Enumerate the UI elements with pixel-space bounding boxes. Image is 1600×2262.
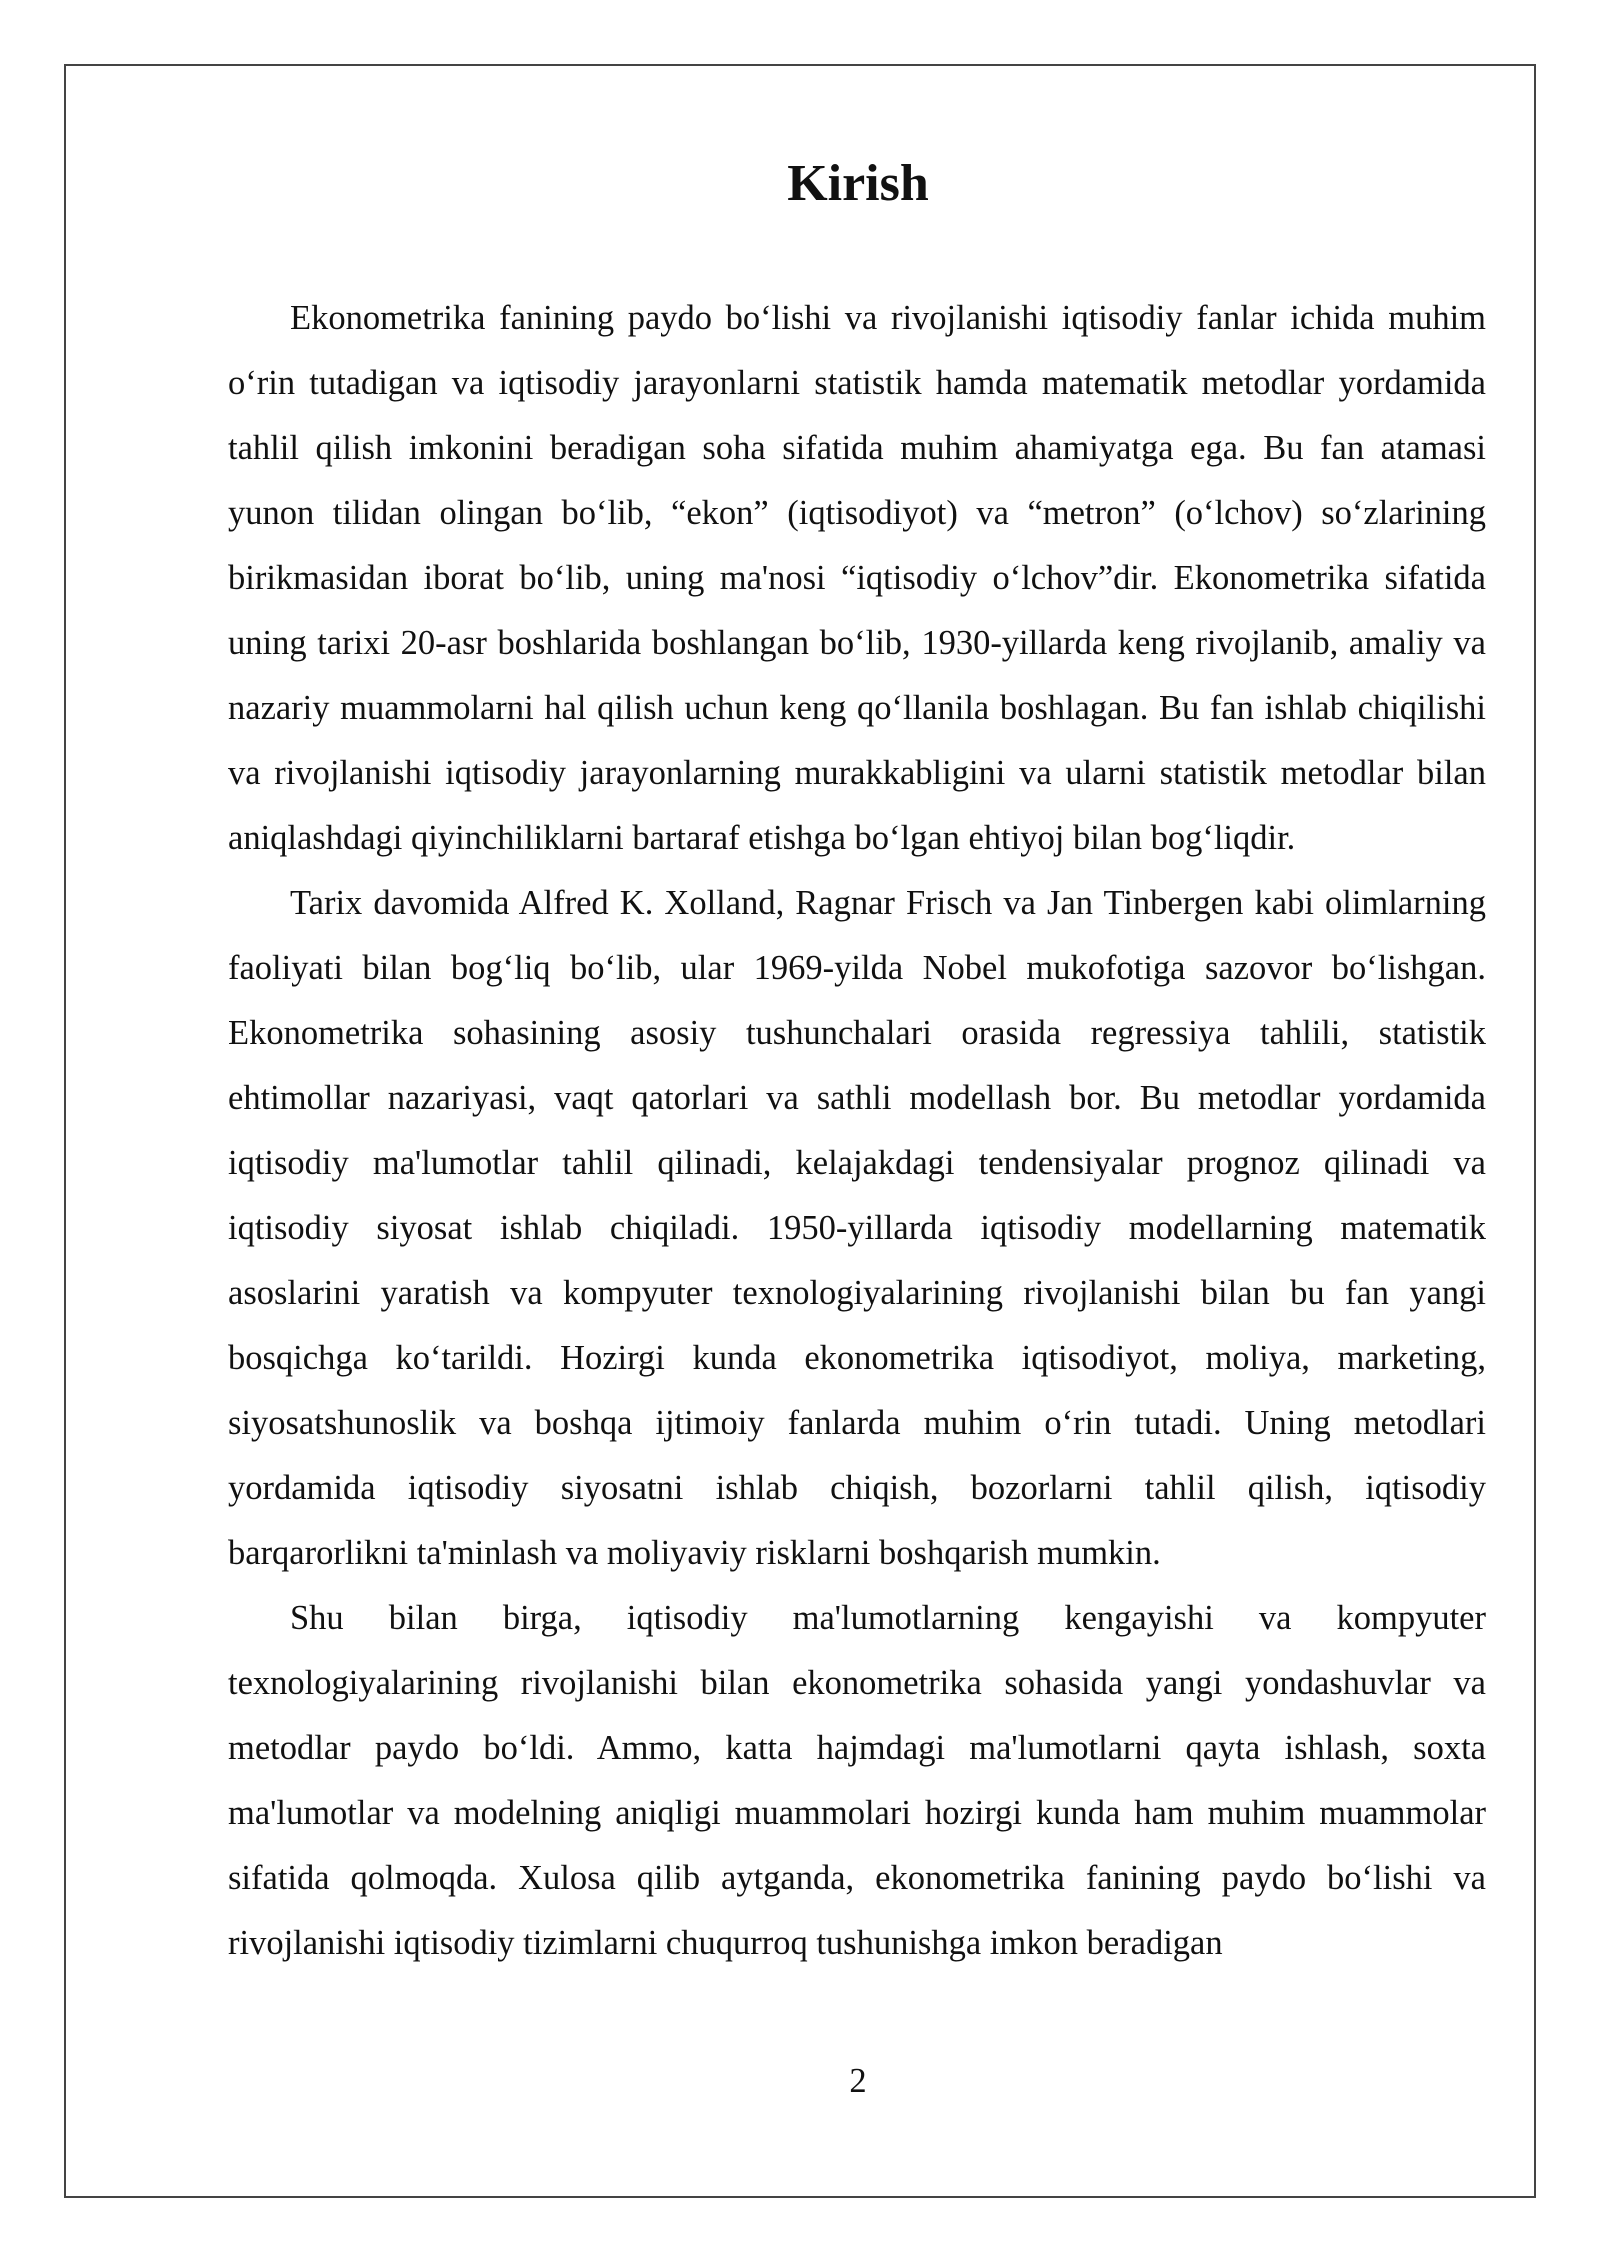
paragraph-2: Tarix davomida Alfred K. Xolland, Ragnar Frisch va Jan Tinbergen kabi olimlarning faoliyati bilan bogʻliq boʻlib, ular 1969-yilda Nobel mukofotiga sazovor boʻlishgan. Ekonometrika sohasining asosiy tushunchalari orasida regressiya tahlili, statistik ehtimollar nazariyasi, vaqt qatorlari va sathli modellash bor. Bu metodlar yordamida iqtisodiy ma'lumotlar tahlil qilinadi, kelajakdagi tendensiyalar prognoz qilinadi va iqtisodiy siyosat ishlab chiqiladi. 1950-yillarda iqtisodiy modellarning matematik asoslarini yaratish va kompyuter texnologiyalarining rivojlanishi bilan bu fan yangi bosqichga koʻtarildi. Hozirgi kunda ekonometrika iqtisodiyot, moliya, marketing, siyosatshunoslik va boshqa ijtimoiy fanlarda muhim oʻrin tutadi. Uning metodlari yordamida iqtisodiy siyosatni ishlab chiqish, bozorlarni tahlil qilish, iqtisodiy barqarorlikni ta'minlash va moliyaviy risklarni boshqarish mumkin.: [228, 884, 1486, 1572]
paragraph-1: Ekonometrika fanining paydo boʻlishi va rivojlanishi iqtisodiy fanlar ichida muhim oʻrin tutadigan va iqtisodiy jarayonlarni statistik hamda matematik metodlar yordamida tahlil qilish imkonini beradigan soha sifatida muhim ahamiyatga ega. Bu fan atamasi yunon tilidan olingan boʻlib, “ekon” (iqtisodiyot) va “metron” (oʻlchov) soʻzlarining birikmasidan iborat boʻlib, uning ma'nosi “iqtisodiy oʻlchov”dir. Ekonometrika sifatida uning tarixi 20-asr boshlarida boshlangan boʻlib, 1930-yillarda keng rivojlanib, amaliy va nazariy muammolarni hal qilish uchun keng qoʻllanila boshlagan. Bu fan ishlab chiqilishi va rivojlanishi iqtisodiy jarayonlarning murakkabligini va ularni statistik metodlar bilan aniqlashdagi qiyinchiliklarni bartaraf etishga boʻlgan ehtiyoj bilan bogʻliqdir.: [228, 299, 1486, 857]
page-number: 2: [849, 2062, 867, 2100]
document-body: [228, 286, 1486, 1976]
paragraph-3: Shu bilan birga, iqtisodiy ma'lumotlarning kengayishi va kompyuter texnologiyalarining rivojlanishi bilan ekonometrika sohasida yangi yondashuvlar va metodlar paydo boʻldi. Ammo, katta hajmdagi ma'lumotlarni qayta ishlash, soxta ma'lumotlar va modelning aniqligi muammolari hozirgi kunda ham muhim muammolar sifatida qolmoqda. Xulosa qilib aytganda, ekonometrika fanining paydo boʻlishi va rivojlanishi iqtisodiy tizimlarni chuqurroq tushunishga imkon beradigan: [228, 1599, 1486, 1962]
page-title: Kirish: [787, 155, 929, 212]
